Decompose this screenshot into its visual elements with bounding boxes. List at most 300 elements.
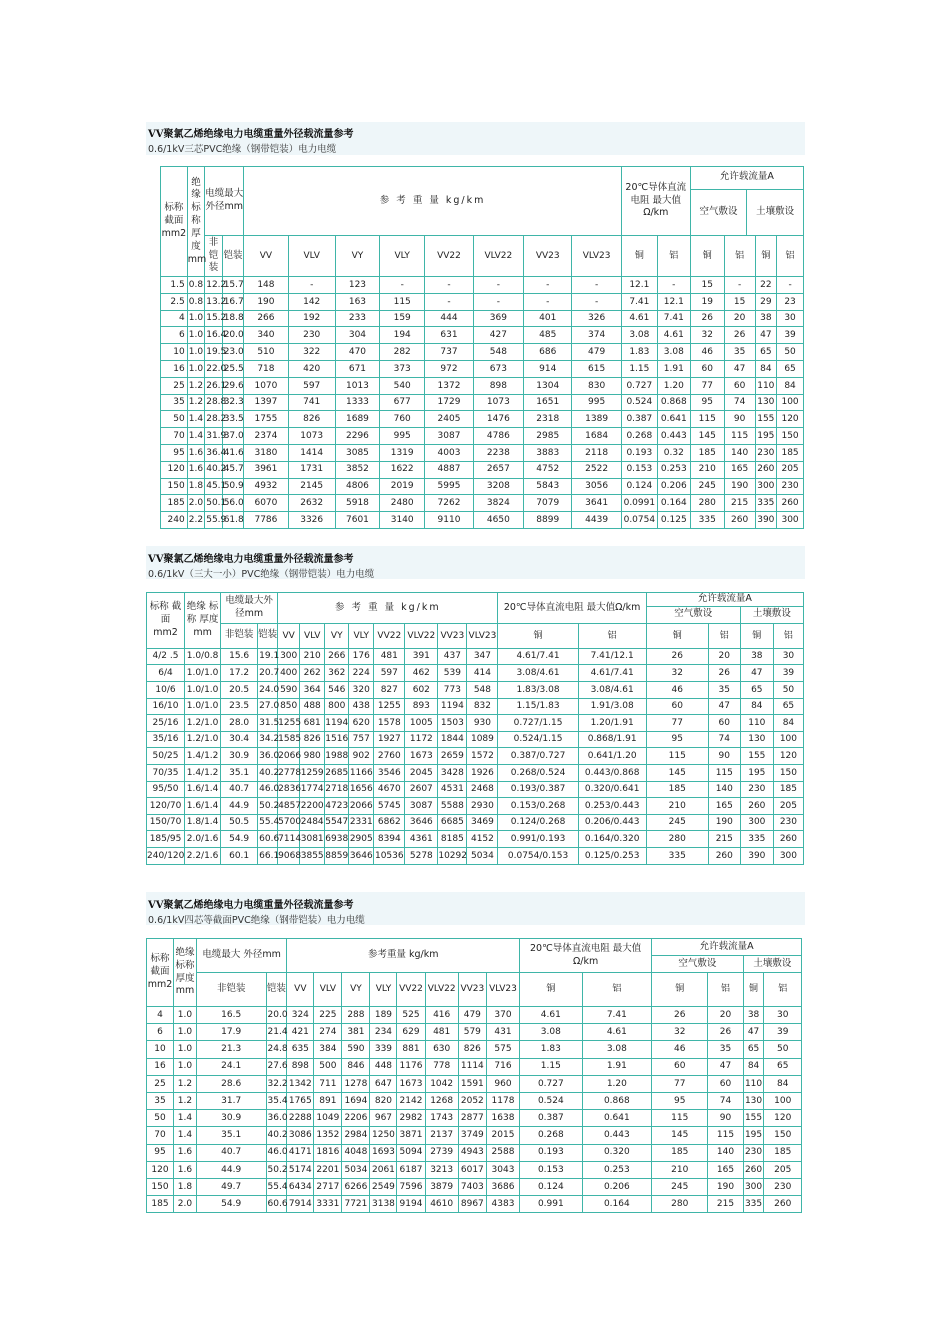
table-cell: 26 (652, 1007, 708, 1024)
header-thickness: 绝缘标称厚度mm (187, 167, 204, 277)
table-row (147, 1144, 802, 1161)
table-cell: 347 (467, 648, 498, 665)
table-cell: 6 (147, 1024, 174, 1041)
table-cell: 0.32 (657, 444, 690, 461)
table-cell: 2657 (473, 461, 523, 478)
table-cell: 5278 (405, 847, 438, 864)
table-cell: 1.6 (187, 444, 204, 461)
table-cell: 0.164 (657, 495, 690, 512)
header-al: 铝 (773, 623, 803, 648)
table-cell: 185 (646, 781, 708, 798)
table-row (147, 781, 804, 798)
table-row (161, 428, 804, 445)
table-cell: 36.0 (258, 748, 278, 765)
table-cell: 2982 (397, 1110, 425, 1127)
table-cell: 60 (708, 715, 740, 732)
table-cell: 3.08 (582, 1041, 652, 1058)
header-type: VLV23 (486, 973, 519, 1007)
table-cell: 185 (161, 495, 188, 512)
table-cell: 20 (708, 1007, 743, 1024)
table-cell: 195 (755, 428, 777, 445)
table-cell: 266 (244, 310, 288, 327)
table-cell: 16.4 (205, 327, 222, 344)
table-cell: 24.8 (266, 1041, 287, 1058)
table-cell: 4857 (278, 798, 300, 815)
table-cell: 27.0 (258, 698, 278, 715)
table-cell: 282 (380, 344, 425, 361)
table-row (161, 461, 804, 478)
table-row (147, 1007, 802, 1024)
table-cell: 194 (380, 327, 425, 344)
table-cell: 300 (755, 478, 777, 495)
table-cell: 70/35 (147, 764, 185, 781)
table-cell: 140 (724, 444, 755, 461)
table-row (147, 1092, 802, 1109)
table-cell: 1255 (278, 715, 300, 732)
table-cell: 3749 (458, 1127, 486, 1144)
table-cell: 38 (755, 310, 777, 327)
table-cell: 35 (708, 682, 740, 699)
table-cell: 190 (708, 814, 740, 831)
table-cell: 0.124 (621, 478, 657, 495)
table-cell: 304 (335, 327, 379, 344)
table-cell: 185/95 (147, 831, 185, 848)
table-cell: 3.08 (657, 344, 690, 361)
table-cell: 0.524/1.15 (498, 731, 578, 748)
table-cell: 20 (724, 310, 755, 327)
table-cell: 28.2 (205, 411, 222, 428)
table-cell: 620 (349, 715, 374, 732)
table-cell: 1.8 (174, 1178, 197, 1195)
table-cell: 2836 (278, 781, 300, 798)
table-cell: 145 (690, 428, 724, 445)
table-cell: 420 (288, 360, 335, 377)
table-cell: 234 (370, 1024, 397, 1041)
table-cell: 1342 (287, 1075, 314, 1092)
table-row (161, 478, 804, 495)
table-cell: 1.5 (161, 277, 188, 294)
table-cell: 400 (278, 665, 300, 682)
table-cell: 1.83/3.08 (498, 682, 578, 699)
header-type: VLY (380, 236, 425, 277)
table-cell: 30.9 (221, 748, 258, 765)
table-cell: 1.0 (187, 360, 204, 377)
table-cell: 15.6 (221, 648, 258, 665)
table-cell: 0.124 (520, 1178, 582, 1195)
table-cell: 995 (380, 428, 425, 445)
table-cell: 0.443 (582, 1127, 652, 1144)
table-cell: 245 (652, 1178, 708, 1195)
table-cell: 0.206 (582, 1178, 652, 1195)
table-cell: 3469 (467, 814, 498, 831)
table-cell: 26 (708, 1024, 743, 1041)
table-cell: 6266 (342, 1178, 370, 1195)
header-soil: 土壤敷设 (743, 956, 801, 973)
table-row (147, 831, 804, 848)
table-cell: 0.253 (582, 1161, 652, 1178)
table-cell: 60 (690, 360, 724, 377)
table-3-subtitle: 0.6/1kV四芯等截面PVC绝缘（钢带铠装）电力电缆 (148, 915, 365, 926)
table-cell: 1.2 (187, 394, 204, 411)
header-cu: 铜 (621, 236, 657, 277)
table-row (147, 798, 804, 815)
table-cell: 29 (755, 293, 777, 310)
table-cell: 30 (764, 1007, 802, 1024)
table-cell: 4.61 (520, 1007, 582, 1024)
table-cell: 5745 (374, 798, 405, 815)
table-cell: 33.5 (222, 411, 244, 428)
table-cell: 10 (161, 344, 188, 361)
table-cell: 374 (572, 327, 621, 344)
table-cell: 0.193/0.387 (498, 781, 578, 798)
table-cell: 165 (708, 1161, 743, 1178)
header-ampacity: 允许载流量A (646, 593, 803, 607)
table-cell: 3056 (572, 478, 621, 495)
table-cell: 546 (325, 682, 349, 699)
table-cell: 50.5 (221, 814, 258, 831)
table-cell: 130 (740, 731, 773, 748)
table-cell: 0.0991 (621, 495, 657, 512)
table-cell: 2607 (405, 781, 438, 798)
table-cell: 677 (380, 394, 425, 411)
table-cell: 130 (755, 394, 777, 411)
table-cell: 893 (405, 698, 438, 715)
table-cell: 1816 (314, 1144, 342, 1161)
table-cell: 120 (773, 748, 803, 765)
header-max-od: 电缆最大外径mm (205, 167, 244, 236)
table-cell: 100 (773, 731, 803, 748)
table-cell: 7262 (425, 495, 473, 512)
table-cell: 1.6/1.4 (185, 798, 221, 815)
table-cell: 230 (288, 327, 335, 344)
table-cell: 0.868 (657, 394, 690, 411)
table-cell: 1372 (425, 377, 473, 394)
table-cell: 115 (708, 764, 740, 781)
table-cell: 95/50 (147, 781, 185, 798)
table-cell: 1.91 (657, 360, 690, 377)
table-cell: 185 (764, 1144, 802, 1161)
table-cell: 1.6/1.4 (185, 781, 221, 798)
table-row (147, 847, 804, 864)
table-cell: 165 (708, 798, 740, 815)
table-cell: 2066 (349, 798, 374, 815)
table-cell: 539 (438, 665, 467, 682)
table-cell: 4932 (244, 478, 288, 495)
table-cell: 4887 (425, 461, 473, 478)
table-cell: 60 (652, 1058, 708, 1075)
table-cell: 1503 (438, 715, 467, 732)
table-cell: - (657, 277, 690, 294)
table-cell: 2045 (405, 764, 438, 781)
table-cell: 820 (370, 1092, 397, 1109)
table-cell: 980 (300, 748, 325, 765)
table-cell: 3.08 (520, 1024, 582, 1041)
table-cell: 2206 (342, 1110, 370, 1127)
table-cell: 437 (438, 648, 467, 665)
header-type: VY (335, 236, 379, 277)
table-cell: 15.7 (222, 277, 244, 294)
header-type: VLV (288, 236, 335, 277)
table-cell: 150 (777, 428, 804, 445)
table-cell: 369 (473, 310, 523, 327)
table-cell: 12.1 (657, 293, 690, 310)
table-cell: 35 (708, 1041, 743, 1058)
table-cell: 846 (342, 1058, 370, 1075)
table-cell: 2405 (425, 411, 473, 428)
table-cell: 2905 (349, 831, 374, 848)
table-cell: 4.61 (621, 310, 657, 327)
table-cell: 100 (764, 1092, 802, 1109)
table-cell: 16.5 (196, 1007, 266, 1024)
table-cell: 95 (652, 1092, 708, 1109)
table-cell: 2549 (370, 1178, 397, 1195)
table-cell: 1255 (374, 698, 405, 715)
table-cell: 205 (773, 798, 803, 815)
table-cell: 28.0 (221, 715, 258, 732)
table-cell: 190 (724, 478, 755, 495)
table-cell: 1.0 (174, 1024, 197, 1041)
table-cell: 1774 (300, 781, 325, 798)
table-cell: 1731 (288, 461, 335, 478)
table-cell: 26 (646, 648, 708, 665)
table-cell: 0.320/0.641 (578, 781, 646, 798)
table-cell: 373 (380, 360, 425, 377)
table-cell: 1268 (425, 1092, 458, 1109)
table-cell: 3081 (300, 831, 325, 848)
table-cell: 0.153 (520, 1161, 582, 1178)
table-cell: 673 (473, 360, 523, 377)
table-cell: 1693 (370, 1144, 397, 1161)
table-cell: 597 (288, 377, 335, 394)
table-cell: 5547 (325, 814, 349, 831)
table-cell: 773 (438, 682, 467, 699)
header-soil: 土壤敷设 (756, 205, 795, 217)
table-cell: 0.268 (520, 1127, 582, 1144)
table-cell: 1.20 (657, 377, 690, 394)
header-max-od: 电缆最大外径mm (221, 593, 278, 624)
table-row (147, 648, 804, 665)
table-cell: 485 (524, 327, 572, 344)
table-cell: 44.9 (221, 798, 258, 815)
header-type: VV (244, 236, 288, 277)
table-cell: 20.0 (266, 1007, 287, 1024)
header-type: VLY (370, 973, 397, 1007)
table-cell: 46 (652, 1041, 708, 1058)
table-cell: 2.0 (174, 1196, 197, 1213)
header-al: 铝 (578, 623, 646, 648)
table-cell: 590 (278, 682, 300, 699)
header-thickness: 绝缘标称厚度mm (174, 939, 197, 1007)
table-cell: 21.4 (266, 1024, 287, 1041)
table-cell: 1.6 (174, 1161, 197, 1178)
table-cell: 54.9 (196, 1196, 266, 1213)
table-cell: 1.0/1.0 (185, 665, 221, 682)
table-cell: 1651 (524, 394, 572, 411)
table-cell: 444 (425, 310, 473, 327)
table-cell: - (473, 277, 523, 294)
table-cell: 3208 (473, 478, 523, 495)
table-cell: 972 (425, 360, 473, 377)
table-cell: 2480 (380, 495, 425, 512)
table-cell: 60 (724, 377, 755, 394)
header-cu: 铜 (755, 236, 777, 277)
table-cell: 1.20/1.91 (578, 715, 646, 732)
table-3 (146, 938, 802, 1213)
table-cell: 7596 (397, 1178, 425, 1195)
table-cell: 1622 (380, 461, 425, 478)
table-cell: 914 (524, 360, 572, 377)
table-cell: 0.443/0.868 (578, 764, 646, 781)
table-cell: 8859 (325, 847, 349, 864)
table-cell: 0.868/1.91 (578, 731, 646, 748)
table-cell: 280 (652, 1196, 708, 1213)
table-cell: 1476 (473, 411, 523, 428)
table-cell: 1.0 (174, 1058, 197, 1075)
table-cell: 74 (708, 731, 740, 748)
table-cell: 74 (724, 394, 755, 411)
table-cell: 1755 (244, 411, 288, 428)
table-cell: 0.524 (520, 1092, 582, 1109)
table-cell: 718 (244, 360, 288, 377)
table-cell: 1.83 (621, 344, 657, 361)
table-cell: 1.2 (187, 377, 204, 394)
table-cell: 902 (349, 748, 374, 765)
table-cell: 1.2/1.0 (185, 715, 221, 732)
table-cell: 230 (743, 1144, 764, 1161)
table-cell: 30.4 (221, 731, 258, 748)
table-cell: 20 (708, 648, 740, 665)
table-cell: 2984 (342, 1127, 370, 1144)
header-type: VY (342, 973, 370, 1007)
table-cell: 1.2 (174, 1075, 197, 1092)
table-cell: 0.641 (657, 411, 690, 428)
table-cell: 0.524 (621, 394, 657, 411)
table-cell: 0.268/0.524 (498, 764, 578, 781)
table-2-subtitle: 0.6/1kV（三大一小）PVC绝缘（钢带铠装）电力电缆 (148, 569, 375, 580)
table-cell: 2739 (425, 1144, 458, 1161)
table-row (161, 360, 804, 377)
table-cell: 19 (690, 293, 724, 310)
table-cell: 12.2 (205, 277, 222, 294)
table-cell: 2145 (288, 478, 335, 495)
table-cell: 390 (755, 512, 777, 529)
table-cell: 2717 (314, 1178, 342, 1195)
table-cell: 0.125 (657, 512, 690, 529)
header-air: 空气敷设 (691, 189, 747, 235)
table-cell: 54.9 (221, 831, 258, 848)
table-cell: 23 (777, 293, 804, 310)
table-cell: 23.0 (222, 344, 244, 361)
table-cell: 163 (335, 293, 379, 310)
table-cell: 31.7 (196, 1092, 266, 1109)
header-ref-weight: 参考重量 kg/km (287, 939, 520, 973)
table-cell: 4610 (425, 1196, 458, 1213)
table-cell: 145 (646, 764, 708, 781)
table-cell: 40.2 (258, 764, 278, 781)
table-row (161, 495, 804, 512)
header-cu: 铜 (743, 973, 764, 1007)
table-cell: 110 (743, 1075, 764, 1092)
header-al: 铝 (708, 623, 740, 648)
table-cell: 0.206 (657, 478, 690, 495)
table-cell: 1743 (425, 1110, 458, 1127)
table-cell: 7.41 (657, 310, 690, 327)
table-cell: 0.387/0.727 (498, 748, 578, 765)
table-cell: 4531 (438, 781, 467, 798)
table-cell: 1988 (325, 748, 349, 765)
table-cell: 18.8 (222, 310, 244, 327)
table-cell: 0.268 (621, 428, 657, 445)
table-cell: 120/70 (147, 798, 185, 815)
table-cell: 55.4 (266, 1178, 287, 1195)
table-cell: 2374 (244, 428, 288, 445)
header-unarmored: 非铠装 (205, 236, 222, 277)
table-cell: 414 (467, 665, 498, 682)
table-cell: 2778 (278, 764, 300, 781)
header-type: VV23 (524, 236, 572, 277)
table-cell: 6685 (438, 814, 467, 831)
table-cell: 84 (764, 1075, 802, 1092)
table-cell: 1844 (438, 731, 467, 748)
table-cell: 176 (349, 648, 374, 665)
table-cell: 90 (708, 748, 740, 765)
table-cell: 90 (724, 411, 755, 428)
table-cell: 320 (349, 682, 374, 699)
table-row (147, 1196, 802, 1213)
table-cell: 1.91 (582, 1058, 652, 1075)
table-cell: 737 (425, 344, 473, 361)
table-cell: 3855 (300, 847, 325, 864)
table-cell: 150 (773, 764, 803, 781)
table-cell: 7601 (335, 512, 379, 529)
table-cell: 1278 (342, 1075, 370, 1092)
table-cell: - (288, 277, 335, 294)
table-row (161, 377, 804, 394)
table-cell: 548 (467, 682, 498, 699)
table-cell: 8185 (438, 831, 467, 848)
table-cell: 8899 (524, 512, 572, 529)
table-cell: 3961 (244, 461, 288, 478)
table-cell: 47 (740, 665, 773, 682)
table-cell: 50 (777, 344, 804, 361)
table-cell: 65 (764, 1058, 802, 1075)
table-cell: 30 (773, 648, 803, 665)
table-cell: 1673 (397, 1075, 425, 1092)
header-cu: 铜 (646, 623, 708, 648)
table-cell: 185 (652, 1144, 708, 1161)
table-cell: 1673 (405, 748, 438, 765)
table-row (147, 715, 804, 732)
table-cell: 1.0 (187, 344, 204, 361)
table-cell: 190 (244, 293, 288, 310)
header-type: VV (278, 623, 300, 648)
table-cell: 4.61 (582, 1024, 652, 1041)
table-cell: 2659 (438, 748, 467, 765)
table-cell: 150 (764, 1127, 802, 1144)
table-cell: 340 (244, 327, 288, 344)
table-cell: 110 (740, 715, 773, 732)
table-cell: 1073 (473, 394, 523, 411)
table-cell: 120 (147, 1161, 174, 1178)
table-cell: 479 (572, 344, 621, 361)
table-cell: 0.0754 (621, 512, 657, 529)
table-cell: 3641 (572, 495, 621, 512)
table-cell: 757 (349, 731, 374, 748)
table-cell: 2930 (467, 798, 498, 815)
table-row (147, 1075, 802, 1092)
table-cell: 41.6 (222, 444, 244, 461)
table-cell: 2118 (572, 444, 621, 461)
